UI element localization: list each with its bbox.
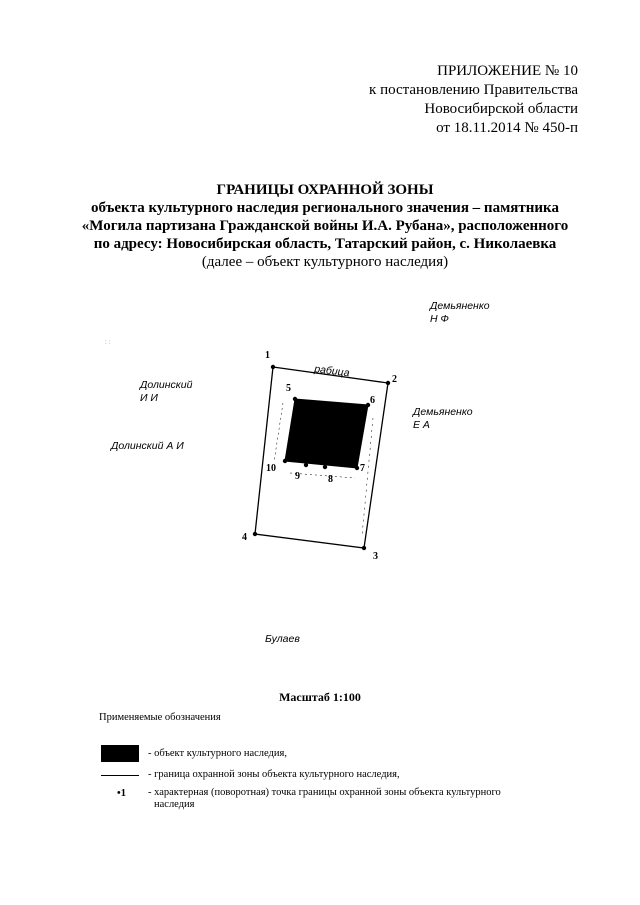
neighbor-dolinsky-ii-initials: И И xyxy=(140,392,158,404)
neighbor-dolinsky-ii-surname: Долинский xyxy=(140,379,193,391)
neighbor-demyanenko-nf-initials: Н Ф xyxy=(430,313,449,325)
vertex-label-4: 4 xyxy=(242,532,247,543)
legend-point-text-line1: - характерная (поворотная) точка границы охранной зоны объекта культурного xyxy=(148,787,501,798)
neighbor-demyanenko-ea-initials: Е А xyxy=(413,419,430,431)
vertex-label-2: 2 xyxy=(392,374,397,385)
title-line-3: по адресу: Новосибирская область, Татарский район, с. Николаевка xyxy=(93,236,557,252)
legend-boundary-text: - граница охранной зоны объекта культурного наследия, xyxy=(148,769,400,780)
vertex-1 xyxy=(271,365,275,369)
vertex-label-9: 9 xyxy=(295,471,300,482)
vertex-label-7: 7 xyxy=(360,463,365,474)
legend-heritage-swatch xyxy=(101,745,139,762)
title-main: ГРАНИЦЫ ОХРАННОЙ ЗОНЫ xyxy=(216,182,434,198)
vertex-label-5: 5 xyxy=(286,383,291,394)
title-line-1: объекта культурного наследия регионального значения – памятника xyxy=(91,200,559,216)
vertex-label-10: 10 xyxy=(266,463,276,474)
vertex-label-3: 3 xyxy=(373,551,378,562)
legend-heading: Применяемые обозначения xyxy=(99,712,221,723)
vertex-label-6: 6 xyxy=(370,395,375,406)
legend-point-text xyxy=(148,787,501,811)
legend-point-dot-icon: • xyxy=(117,788,121,799)
vertex-8 xyxy=(323,465,327,469)
legend-point-marker xyxy=(117,788,126,800)
neighbor-demyanenko-ea-surname: Демьяненко xyxy=(413,406,473,418)
interior-dash-left xyxy=(274,403,283,462)
neighbor-demyanenko-nf xyxy=(430,300,490,326)
vertex-9 xyxy=(304,463,308,467)
neighbor-demyanenko-nf-surname: Демьяненко xyxy=(430,300,490,312)
vertex-3 xyxy=(362,546,366,550)
interior-dash-right xyxy=(362,418,373,536)
vertex-7 xyxy=(355,466,359,470)
appendix-date: от 18.11.2014 № 450-п xyxy=(436,120,578,136)
appendix-decree: к постановлению Правительства xyxy=(369,82,578,98)
vertex-2 xyxy=(386,381,390,385)
map-scale: Масштаб 1:100 xyxy=(279,690,361,704)
legend-point-number: 1 xyxy=(120,788,126,799)
appendix-number: ПРИЛОЖЕНИЕ № 10 xyxy=(437,63,578,79)
vertex-4 xyxy=(253,532,257,536)
title-line-4: (далее – объект культурного наследия) xyxy=(201,254,449,270)
neighbor-demyanenko-ea xyxy=(413,406,473,432)
fence-label: рабица xyxy=(313,363,351,380)
appendix-region: Новосибирской области xyxy=(424,101,578,117)
title-line-2: «Могила партизана Гражданской войны И.А. Рубана», расположенного xyxy=(81,218,569,234)
vertex-label-1: 1 xyxy=(265,350,270,361)
legend-heritage-text: - объект культурного наследия, xyxy=(148,748,287,759)
stray-mark: : : xyxy=(105,340,111,346)
vertex-5 xyxy=(293,397,297,401)
neighbor-dolinsky-ai: Долинский А И xyxy=(111,440,184,452)
neighbor-bulaev: Булаев xyxy=(265,633,300,645)
heritage-object xyxy=(285,399,368,468)
vertex-10 xyxy=(283,459,287,463)
legend-point-text-line2: наследия xyxy=(154,799,195,810)
neighbor-dolinsky-ii xyxy=(140,379,192,405)
vertex-label-8: 8 xyxy=(328,474,333,485)
legend-boundary-line xyxy=(101,775,139,776)
